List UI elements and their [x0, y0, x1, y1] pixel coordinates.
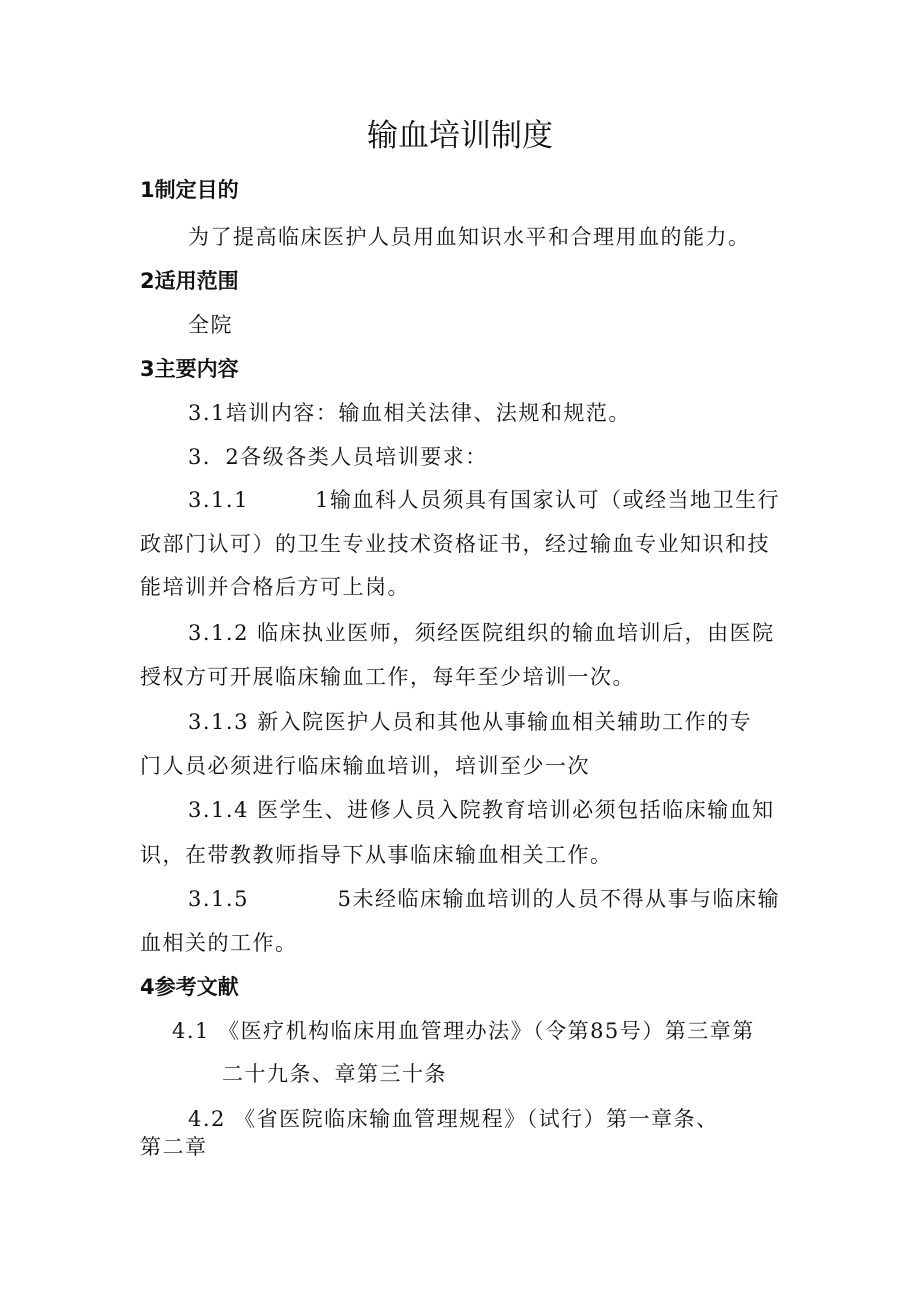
section-2-text: 全院 [188, 313, 233, 337]
paragraph-3-1-1-line-2: 政部门认可）的卫生专业技术资格证书，经过输血专业知识和技 [140, 532, 770, 556]
reference-4-1-line-2: 二十九条、章第三十条 [222, 1062, 447, 1086]
section-1-heading: 1制定目的 [140, 178, 239, 202]
paragraph-3-1-1-line-1 [188, 490, 780, 511]
paragraph-3-1-1-line-3: 能培训并合格后方可上岗。 [140, 575, 410, 599]
paragraph-3-2: 3．2各级各类人员培训要求： [188, 445, 488, 469]
section-2-heading: 2适用范围 [140, 269, 239, 293]
reference-4-1-line-1: 4.1 《医疗机构临床用血管理办法》（令第85号）第三章第 [172, 1019, 755, 1043]
reference-4-2-line-2: 第二章 [140, 1135, 208, 1159]
paragraph-3-1-5-line-1 [188, 889, 780, 910]
reference-4-2-line-1: 4.2 《省医院临床输血管理规程》（试行）第一章条、 [188, 1107, 719, 1131]
paragraph-3-1-3-line-1: 3.1.3 新入院医护人员和其他从事输血相关辅助工作的专 [188, 710, 753, 734]
paragraph-3-1-2-line-1: 3.1.2 临床执业医师，须经医院组织的输血培训后，由医院 [188, 621, 775, 645]
document-title: 输血培训制度 [367, 118, 553, 154]
paragraph-3-1-4-line-2: 识，在带教教师指导下从事临床输血相关工作。 [140, 843, 613, 867]
paragraph-3-1-2-line-2: 授权方可开展临床输血工作，每年至少培训一次。 [140, 665, 635, 689]
paragraph-3-1-1-number: 3.1.1 [188, 488, 249, 512]
section-4-heading: 4参考文献 [140, 975, 239, 999]
paragraph-3-1-1-text: 1输血科人员须具有国家认可（或经当地卫生行 [315, 488, 780, 512]
paragraph-3-1-5-number: 3.1.5 [188, 887, 249, 911]
section-1-text: 为了提高临床医护人员用血知识水平和合理用血的能力。 [188, 225, 751, 249]
paragraph-3-1-4-line-1: 3.1.4 医学生、进修人员入院教育培训必须包括临床输血知 [188, 798, 775, 822]
paragraph-3-1-3-line-2: 门人员必须进行临床输血培训，培训至少一次 [140, 754, 590, 778]
paragraph-3-1-5-line-2: 血相关的工作。 [140, 931, 298, 955]
section-3-heading: 3主要内容 [140, 357, 239, 381]
paragraph-3-1-5-text: 5未经临床输血培训的人员不得从事与临床输 [337, 887, 780, 911]
paragraph-3-1: 3.1培训内容：输血相关法律、法规和规范。 [188, 401, 631, 425]
